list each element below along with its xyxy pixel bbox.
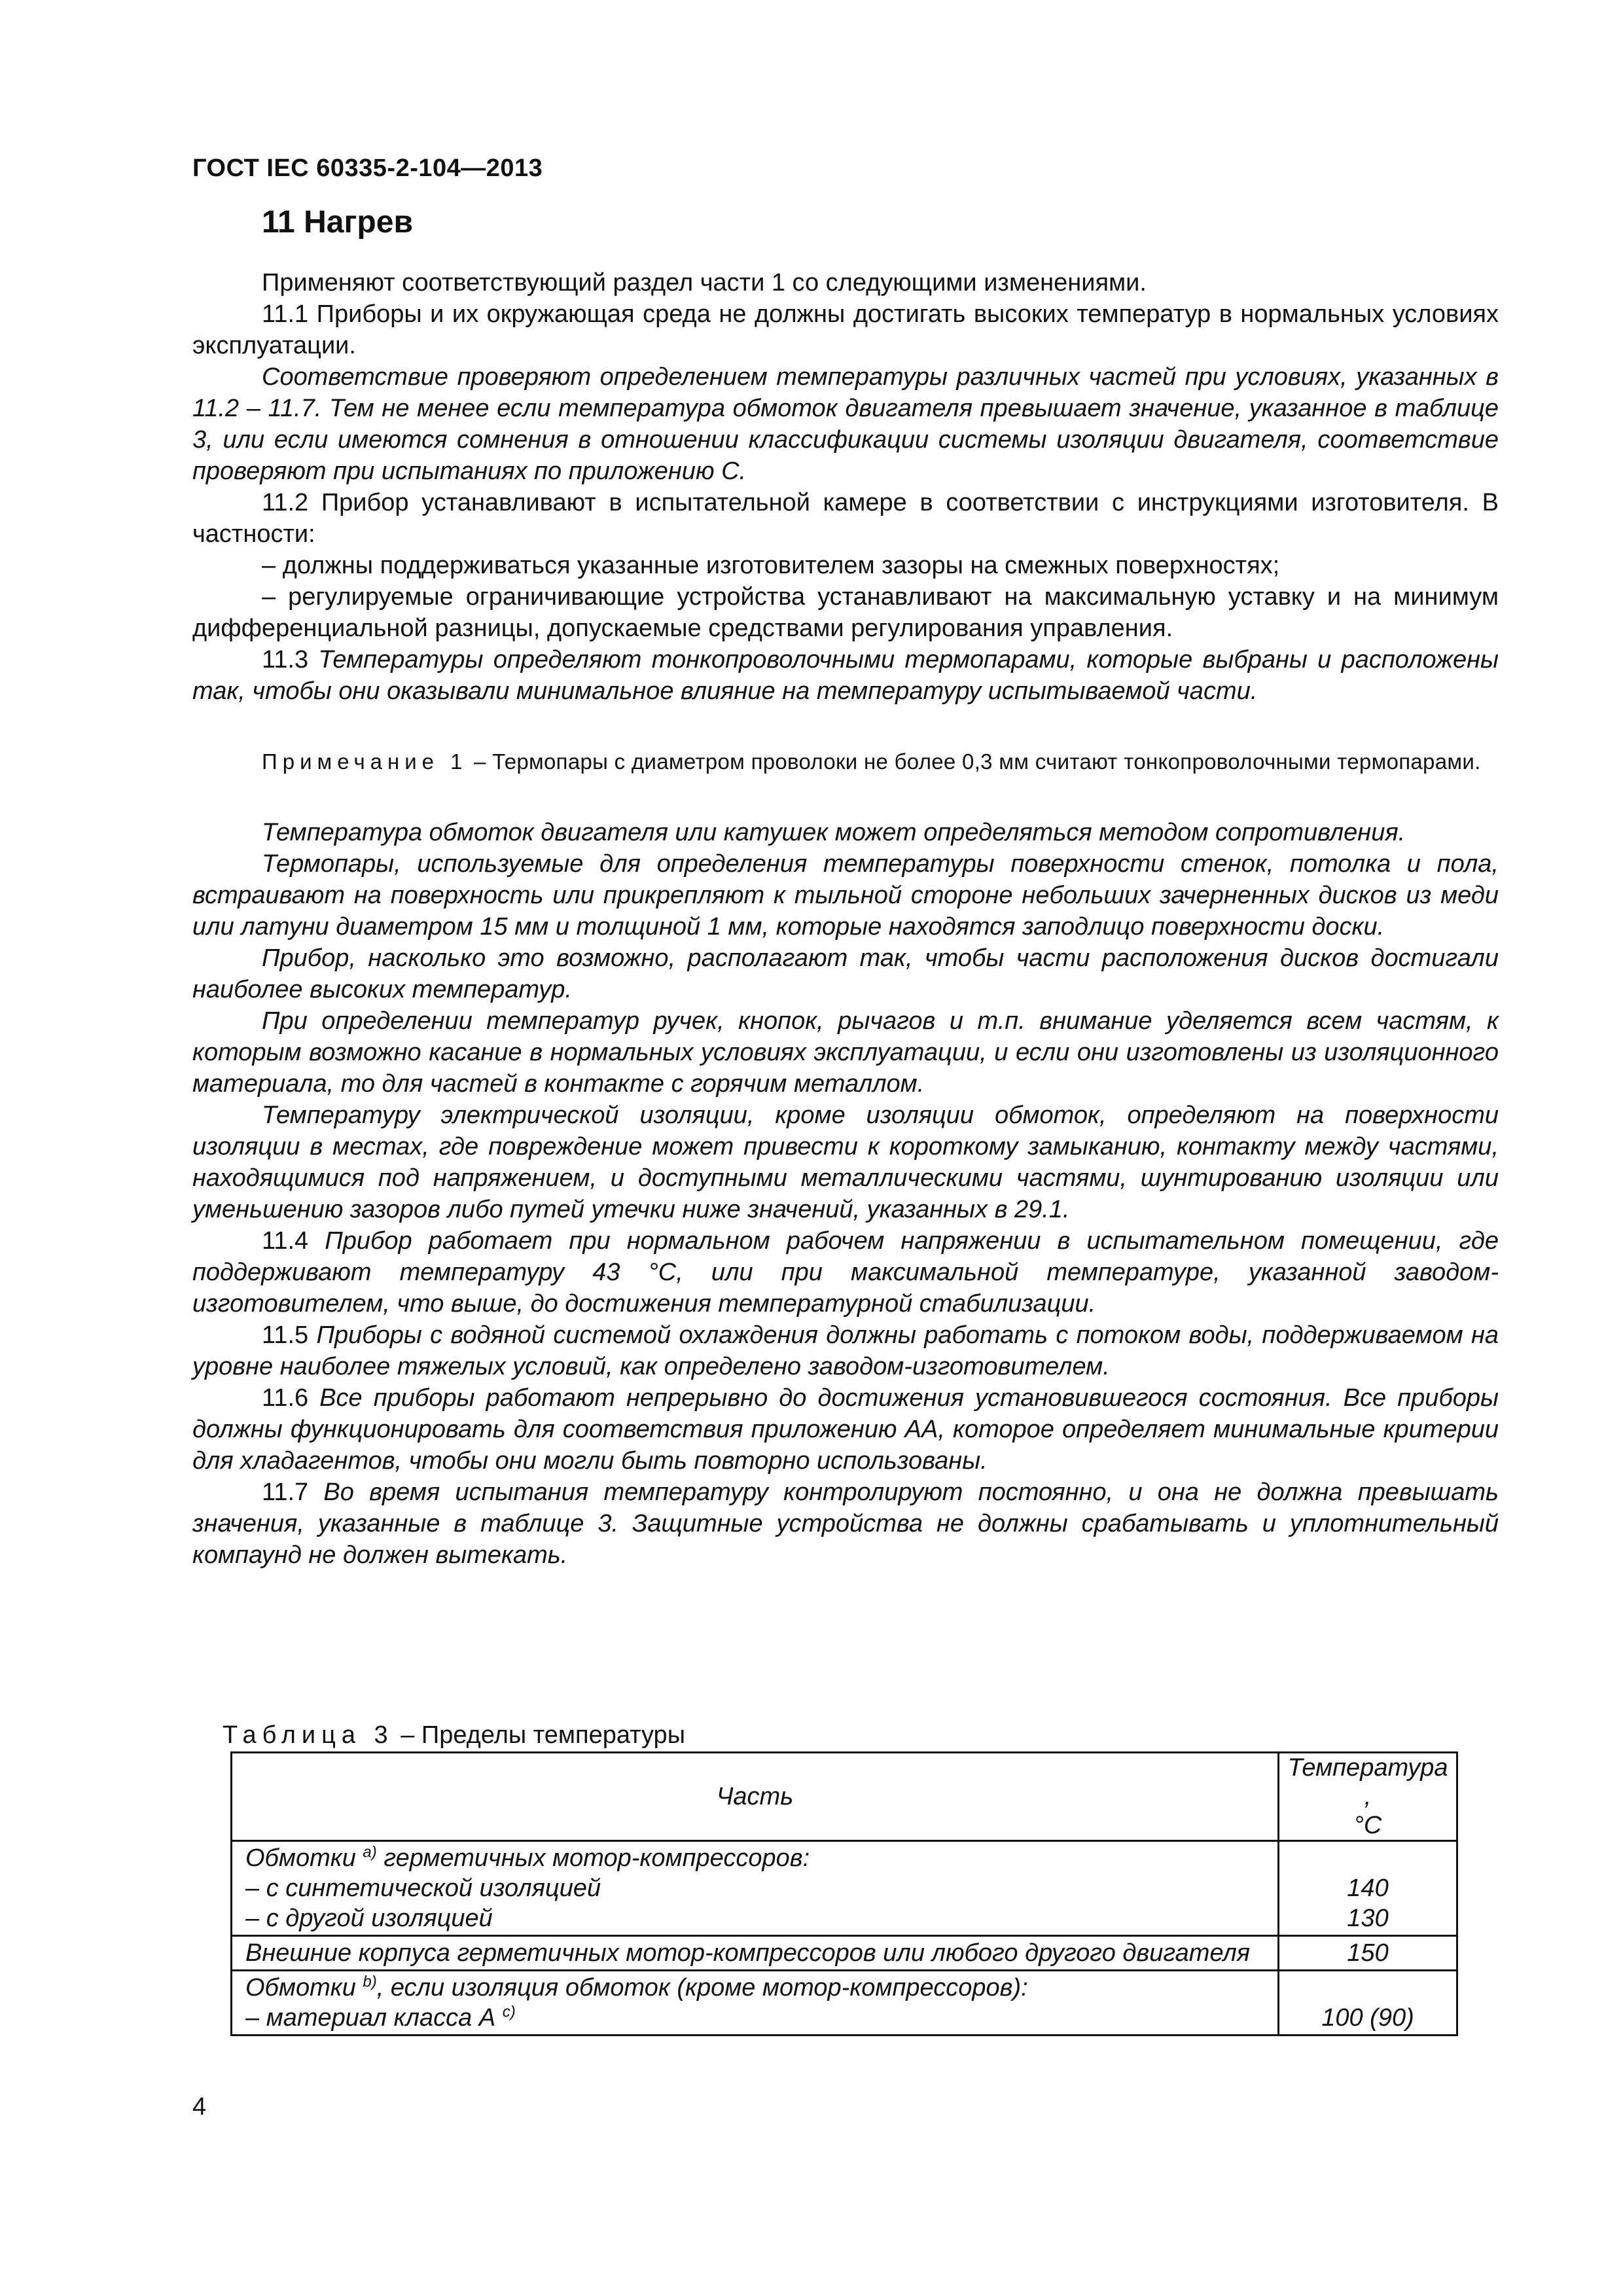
paragraph-compliance: Соответствие проверяют определением температуры различных частей при условиях, указанных в 11.2 – 11.7. Тем не менее если температура обмоток двигателя превышает значение, указанное в таблице 3, или если имеются сомнения в отношении классификации системы изоляции двигателя, соответствие проверяют при испытаниях по приложению С. [192,363,1499,485]
table-cell-part: Внешние корпуса герметичных мотор-компрессоров или любого другого двигателя [232,1936,1279,1971]
cell-value: 100 (90) [1321,2004,1414,2032]
clause-text: Температуры определяют тонкопроволочными термопарами, которые выбраны и расположены так, чтобы они оказывали минимальное влияние на температуру испытываемой части. [192,646,1499,705]
cell-text: герметичных мотор-компрессоров: [376,1844,810,1872]
paragraph-resistance-method: Температура обмоток двигателя или катушек может определяться методом сопротивления. [262,819,1406,846]
table-row [232,1971,1457,2036]
cell-text: Обмотки [245,1844,356,1872]
table-cell-part [232,1971,1279,2036]
cell-line [245,2003,1264,2033]
paragraph-11-2-item-1: – должны поддерживаться указанные изготовителем зазоры на смежных поверхностях; [262,552,1280,579]
cell-line: – с синтетической изоляцией [245,1874,601,1902]
paragraph-11-2: 11.2 Прибор устанавливают в испытательной камере в соответствии с инструкциями изготовителя. В частности: [192,489,1499,548]
page-number: 4 [192,2093,207,2121]
paragraph-11-1: 11.1 Приборы и их окружающая среда не должны достигать высоких температур в нормальных условиях эксплуатации. [192,300,1499,359]
table-cell-temperature [1279,1971,1457,2036]
clause-number: 11.4 [262,1227,309,1255]
section-title: 11 Нагрев [262,205,413,240]
table-cell-part [232,1841,1279,1936]
paragraph-11-7 [192,1477,1499,1571]
cell-line [245,1843,1264,1873]
paragraph-11-6 [192,1382,1499,1477]
cell-value: 130 [1347,1905,1389,1932]
clause-text: Все приборы работают непрерывно до достижения установившегося состояния. Все приборы должны функционировать для соответствия приложению АА, которое определяет минимальные критерии для хладагентов, чтобы они могли быть повторно использованы. [192,1384,1499,1475]
standard-header: ГОСТ IEC 60335-2-104—2013 [192,154,543,182]
temperature-header-line-1: Температура [1287,1754,1448,1782]
table-caption-label: Таблица 3 [223,1721,394,1749]
cell-line [1293,1973,1443,2003]
paragraph-11-2-item-2: – регулируемые ограничивающие устройства устанавливают на максимальную уставку и на минимум дифференциальной разницы, допускаемые средствами регулирования управления. [192,583,1499,642]
temperature-header-line-3: °С [1353,1812,1382,1839]
cell-line [245,1973,1264,2003]
clause-text: Приборы с водяной системой охлаждения должны работать с потоком воды, поддерживаемом на уровне наиболее тяжелых условий, как определено заводом-изготовителем. [192,1321,1499,1380]
clause-number: 11.6 [262,1384,309,1412]
note-1 [192,747,1499,776]
paragraph-appliance-placement: Прибор, насколько это возможно, располагают так, чтобы части расположения дисков достигали наиболее высоких температур. [192,944,1499,1003]
note-label: Примечание 1 [262,749,468,774]
table-header-part: Часть [232,1753,1279,1841]
paragraph-11-3 [192,644,1499,707]
footnote-ref: b) [363,1973,377,1991]
paragraph-11-5 [192,1319,1499,1382]
footnote-ref: a) [363,1843,377,1861]
clause-text: Во время испытания температуру контролируют постоянно, и она не должна превышать значения, указанные в таблице 3. Защитные устройства не должны срабатывать и уплотнительный компаунд не должен вытекать. [192,1479,1499,1569]
section-body [192,267,1499,1571]
table-row [232,1841,1457,1936]
clause-text: Прибор работает при нормальном рабочем напряжении в испытательном помещении, где поддерживают температуру 43 °С, или при максимальной температуре, указанной заводом-изготовителем, что выше, до достижения температурной стабилизации. [192,1227,1499,1318]
clause-number: 11.7 [262,1479,309,1506]
table-header-temperature [1279,1753,1457,1841]
cell-value: 140 [1347,1874,1389,1902]
cell-text: , если изоляция обмоток (кроме мотор-компрессоров): [376,1974,1028,2001]
table-row [232,1936,1457,1971]
paragraph-thermocouples-surface: Термопары, используемые для определения температуры поверхности стенок, потолка и пола, встраивают на поверхность или прикрепляют к тыльной стороне небольших зачерненных дисков из меди или латуни диаметром 15 мм и толщиной 1 мм, которые находятся заподлицо поверхности доски. [192,850,1499,941]
table-caption [223,1721,685,1749]
paragraph-11-4 [192,1225,1499,1319]
paragraph-handles: При определении температур ручек, кнопок, рычагов и т.п. внимание уделяется всем частям, к которым возможно касание в нормальных условиях эксплуатации, и если они изготовлены из изоляционного материала, то для частей в контакте с горячим металлом. [192,1007,1499,1098]
table-caption-text: – Пределы температуры [393,1721,685,1749]
temperature-limits-table [230,1751,1458,2036]
paragraph-insulation: Температуру электрической изоляции, кроме изоляции обмоток, определяют на поверхности изоляции в местах, где повреждение может привести к короткому замыканию, контакту между частями, находящимися под напряжением, и доступными металлическими частями, шунтированию изоляции или уменьшению зазоров либо путей утечки ниже значений, указанных в 29.1. [192,1102,1499,1223]
clause-number: 11.5 [262,1321,309,1349]
note-text: – Термопары с диаметром проволоки не более 0,3 мм считают тонкопроволочными термопарами. [474,749,1481,774]
footnote-ref: c) [502,2003,516,2021]
cell-text: Обмотки [245,1974,356,2001]
paragraph-intro: Применяют соответствующий раздел части 1 со следующими изменениями. [262,269,1147,296]
table-cell-temperature [1279,1841,1457,1936]
clause-number: 11.3 [262,646,309,673]
cell-line [1293,1843,1443,1873]
cell-text: – материал класса А [245,2004,496,2032]
temperature-header-line-2: , [1364,1783,1372,1810]
table-cell-temperature: 150 [1279,1936,1457,1971]
cell-line: – с другой изоляцией [245,1905,493,1932]
table-header-row [232,1753,1457,1841]
